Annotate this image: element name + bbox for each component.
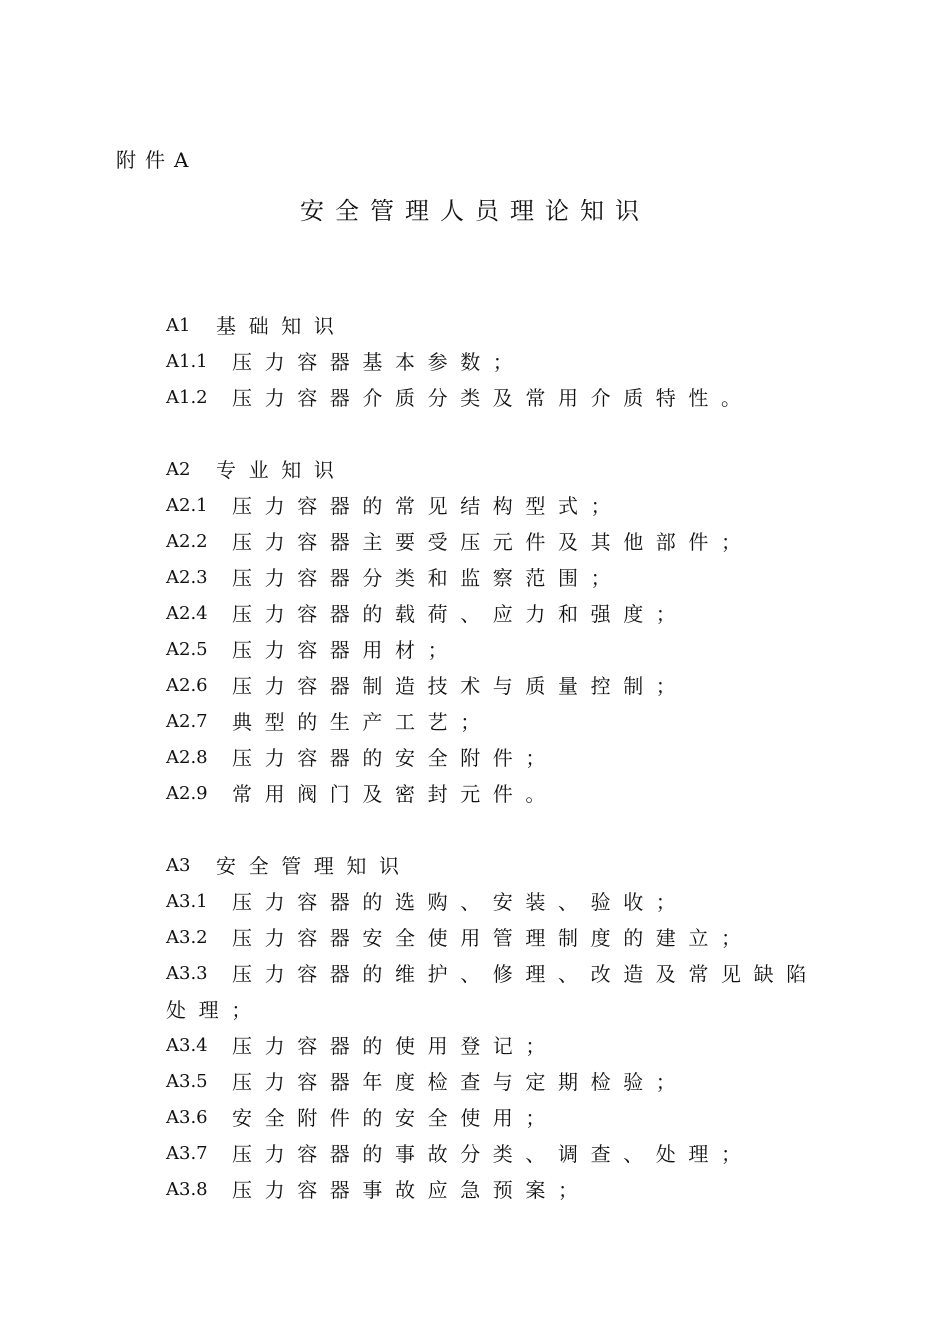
item-code: A3.3 xyxy=(166,963,208,984)
item-code: A3.4 xyxy=(166,1035,208,1056)
item-text: 压力容器的事故分类、调查、处理； xyxy=(232,1142,754,1166)
item-text: 压力容器安全使用管理制度的建立； xyxy=(232,926,754,950)
section-code: A1 xyxy=(166,315,191,336)
list-item xyxy=(166,632,846,668)
section-heading xyxy=(166,848,846,884)
item-code: A2.4 xyxy=(166,603,208,624)
item-code: A3.2 xyxy=(166,927,208,948)
list-item xyxy=(166,740,846,776)
section-code: A2 xyxy=(166,459,191,480)
list-item xyxy=(166,1136,846,1172)
item-text: 压力容器分类和监察范围； xyxy=(232,566,624,590)
list-item xyxy=(166,704,846,740)
item-text: 压力容器的常见结构型式； xyxy=(232,494,624,518)
item-text: 压力容器的维护、修理、改造及常见缺陷 xyxy=(232,962,819,986)
item-code: A2.1 xyxy=(166,495,208,516)
item-text: 压力容器年度检查与定期检验； xyxy=(232,1070,689,1094)
document-body xyxy=(166,308,846,1244)
item-text-continuation: 处理； xyxy=(166,998,264,1022)
list-item xyxy=(166,1028,846,1064)
item-code: A2.2 xyxy=(166,531,208,552)
section-title: 安全管理知识 xyxy=(216,854,412,878)
item-text: 压力容器事故应急预案； xyxy=(232,1178,591,1202)
item-text: 压力容器主要受压元件及其他部件； xyxy=(232,530,754,554)
list-item xyxy=(166,488,846,524)
item-code: A3.8 xyxy=(166,1179,208,1200)
item-code: A3.5 xyxy=(166,1071,208,1092)
list-item xyxy=(166,344,846,380)
list-item xyxy=(166,1100,846,1136)
section-title: 基础知识 xyxy=(216,314,347,338)
list-item xyxy=(166,380,846,416)
list-item xyxy=(166,1064,846,1100)
item-text: 压力容器基本参数； xyxy=(232,350,526,374)
item-text: 安全附件的安全使用； xyxy=(232,1106,558,1130)
list-item-continuation xyxy=(166,992,846,1028)
section-a1 xyxy=(166,308,846,416)
attachment-label: 附件A xyxy=(116,148,198,172)
list-item xyxy=(166,596,846,632)
item-text: 压力容器的选购、安装、验收； xyxy=(232,890,689,914)
section-heading xyxy=(166,452,846,488)
item-code: A2.6 xyxy=(166,675,208,696)
item-text: 压力容器制造技术与质量控制； xyxy=(232,674,689,698)
item-text: 压力容器用材； xyxy=(232,638,461,662)
item-text: 常用阀门及密封元件。 xyxy=(232,782,558,806)
item-code: A2.5 xyxy=(166,639,208,660)
item-code: A2.9 xyxy=(166,783,208,804)
list-item xyxy=(166,920,846,956)
list-item xyxy=(166,1172,846,1208)
item-code: A2.7 xyxy=(166,711,208,732)
list-item xyxy=(166,776,846,812)
section-title: 专业知识 xyxy=(216,458,347,482)
section-code: A3 xyxy=(166,855,191,876)
list-item xyxy=(166,956,846,992)
item-text: 压力容器介质分类及常用介质特性。 xyxy=(232,386,754,410)
section-heading xyxy=(166,308,846,344)
document-title: 安全管理人员理论知识 xyxy=(300,197,650,225)
item-text: 典型的生产工艺； xyxy=(232,710,493,734)
item-text: 压力容器的使用登记； xyxy=(232,1034,558,1058)
list-item xyxy=(166,668,846,704)
item-code: A3.1 xyxy=(166,891,208,912)
list-item xyxy=(166,560,846,596)
section-a3 xyxy=(166,848,846,1208)
item-code: A1.1 xyxy=(166,351,208,372)
item-code: A1.2 xyxy=(166,387,208,408)
section-a2 xyxy=(166,452,846,812)
list-item xyxy=(166,884,846,920)
item-code: A3.6 xyxy=(166,1107,208,1128)
item-code: A3.7 xyxy=(166,1143,208,1164)
item-code: A2.3 xyxy=(166,567,208,588)
item-code: A2.8 xyxy=(166,747,208,768)
item-text: 压力容器的载荷、应力和强度； xyxy=(232,602,689,626)
item-text: 压力容器的安全附件； xyxy=(232,746,558,770)
list-item xyxy=(166,524,846,560)
